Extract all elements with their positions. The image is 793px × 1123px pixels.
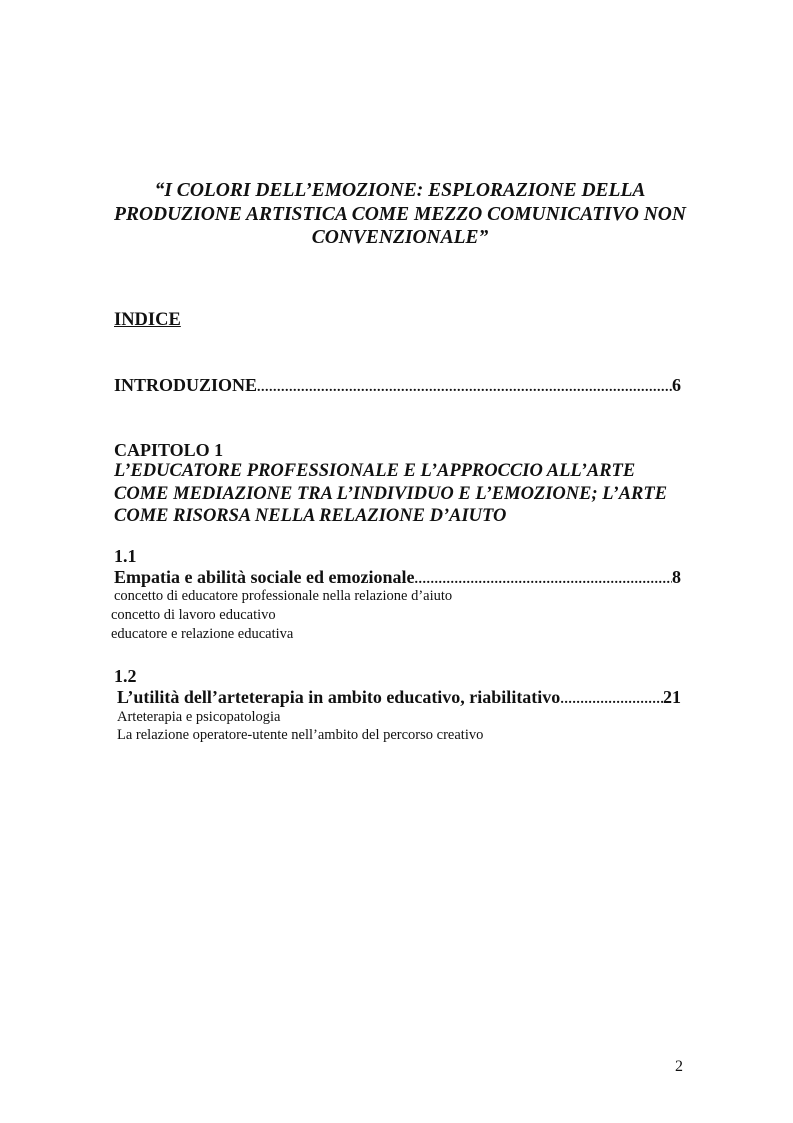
toc-entry-page: 21: [663, 687, 681, 707]
toc-entry-page: 6: [672, 375, 681, 395]
section-number: 1.2: [114, 666, 137, 686]
subsection-item: concetto di lavoro educativo: [111, 607, 276, 623]
chapter-title-line-3: COME RISORSA NELLA RELAZIONE D’AIUTO: [114, 506, 507, 526]
leader-dots: [257, 377, 672, 399]
page-number: 2: [675, 1058, 683, 1075]
chapter-title-line-1: L’EDUCATORE PROFESSIONALE E L’APPROCCIO ALL’ARTE: [114, 461, 636, 481]
toc-entry-label: INTRODUZIONE: [114, 375, 258, 395]
subsection-item: Arteterapia e psicopatologia: [117, 709, 281, 725]
leader-dots: [414, 569, 672, 591]
section-number: 1.1: [114, 546, 137, 566]
subsection-item: educatore e relazione educativa: [111, 626, 294, 642]
title-line-3: CONVENZIONALE”: [311, 227, 489, 248]
toc-entry-label: L’utilità dell’arteterapia in ambito educativo, riabilitativo: [117, 687, 561, 707]
chapter-title-line-2: COME MEDIAZIONE TRA L’INDIVIDUO E L’EMOZIONE; L’ARTE: [114, 483, 668, 504]
subsection-item: La relazione operatore-utente nell’ambito del percorso creativo: [117, 727, 484, 743]
leader-dots: [560, 689, 663, 711]
subsection-item: concetto di educatore professionale nella relazione d’aiuto: [114, 588, 453, 604]
toc-entry-introduction: [114, 374, 681, 399]
chapter-number: CAPITOLO 1: [114, 440, 224, 460]
title-line-1: “I COLORI DELL’EMOZIONE: ESPLORAZIONE DELLA: [154, 180, 646, 201]
index-heading: INDICE: [114, 310, 181, 330]
document-title: [100, 179, 700, 250]
toc-entry-page: 8: [672, 567, 681, 587]
title-line-2: PRODUZIONE ARTISTICA COME MEZZO COMUNICATIVO NON: [114, 203, 686, 225]
toc-entry-label: Empatia e abilità sociale ed emozionale: [114, 567, 415, 587]
chapter-title: [114, 460, 694, 528]
